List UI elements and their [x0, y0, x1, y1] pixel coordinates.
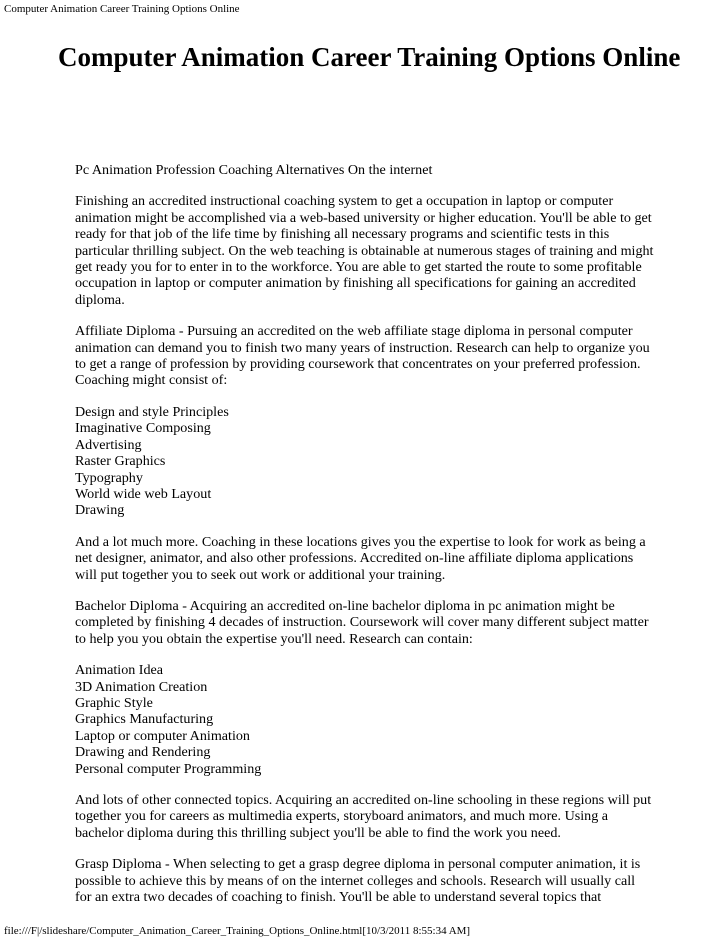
list-item: Personal computer Programming	[75, 760, 262, 777]
list-item: 3D Animation Creation	[75, 678, 208, 695]
list-item: Design and style Principles	[75, 403, 229, 420]
list-item: Raster Graphics	[75, 453, 166, 470]
bachelor-summary-paragraph: And lots of other connected topics. Acquiring an accredited on-line schooling in these regions will put together you for careers as multimedia experts, storyboard animators, and much more. Using a bachelor diploma during this thrilling subject you'll be able to find the work you need.	[75, 792, 652, 841]
list-item: Drawing and Rendering	[75, 744, 211, 761]
list-item: Drawing	[75, 502, 125, 519]
print-footer-file-path: file:///F|/slideshare/Computer_Animation_Career_Training_Options_Online.html[10/3/2011 8:55:34 AM]	[4, 925, 471, 937]
associate-topics-list	[75, 404, 655, 519]
page-title: Computer Animation Career Training Options Online	[58, 42, 681, 72]
print-header-title: Computer Animation Career Training Options Online	[4, 3, 240, 15]
list-item: Graphics Manufacturing	[75, 711, 214, 728]
article-body	[75, 162, 655, 920]
bachelor-topics-list	[75, 662, 655, 777]
list-item: World wide web Layout	[75, 485, 212, 502]
list-item: Graphic Style	[75, 694, 153, 711]
list-item: Animation Idea	[75, 662, 164, 679]
bachelor-degree-paragraph: Bachelor Diploma - Acquiring an accredited on-line bachelor diploma in pc animation might be completed by finishing 4 decades of instruction. Coursework will cover many different subject matter to help you you obtain the expertise you'll need. Research can contain:	[75, 597, 649, 647]
intro-paragraph: Finishing an accredited instructional coaching system to get a occupation in laptop or computer animation might be accomplished via a web-based university or higher education. You'll be able to get ready for that job of the life time by finishing all necessary programs and scientific tests in this particular thrilling subject. On the web teaching is obtainable at numerous stages of training and might get ready you for to enter in to the workforce. You are able to get started the route to some profitable occupation in laptop or computer animation by finishing all specifications for gaining an accredited diploma.	[75, 193, 654, 308]
list-item: Advertising	[75, 436, 142, 453]
list-item: Imaginative Composing	[75, 420, 211, 437]
list-item: Laptop or computer Animation	[75, 727, 250, 744]
associate-summary-paragraph: And a lot much more. Coaching in these locations gives you the expertise to look for work as being a net designer, animator, and also other professions. Accredited on-line affiliate diploma applications will put together you to seek out work or additional your training.	[75, 533, 646, 583]
master-degree-paragraph: Grasp Diploma - When selecting to get a grasp degree diploma in personal computer animation, it is possible to achieve this by means of on the internet colleges and schools. Research will usually call for an extra two decades of coaching to finish. You'll be able to understand several topics that	[75, 856, 641, 906]
list-item: Typography	[75, 469, 143, 486]
article-subtitle: Pc Animation Profession Coaching Alternatives On the internet	[75, 162, 433, 178]
associate-degree-paragraph: Affiliate Diploma - Pursuing an accredited on the web affiliate stage diploma in personal computer animation can demand you to finish two many years of instruction. Research can help to organize you to get a range of profession by providing coursework that concentrates on your preferred profession. Coaching might consist of:	[75, 323, 650, 389]
